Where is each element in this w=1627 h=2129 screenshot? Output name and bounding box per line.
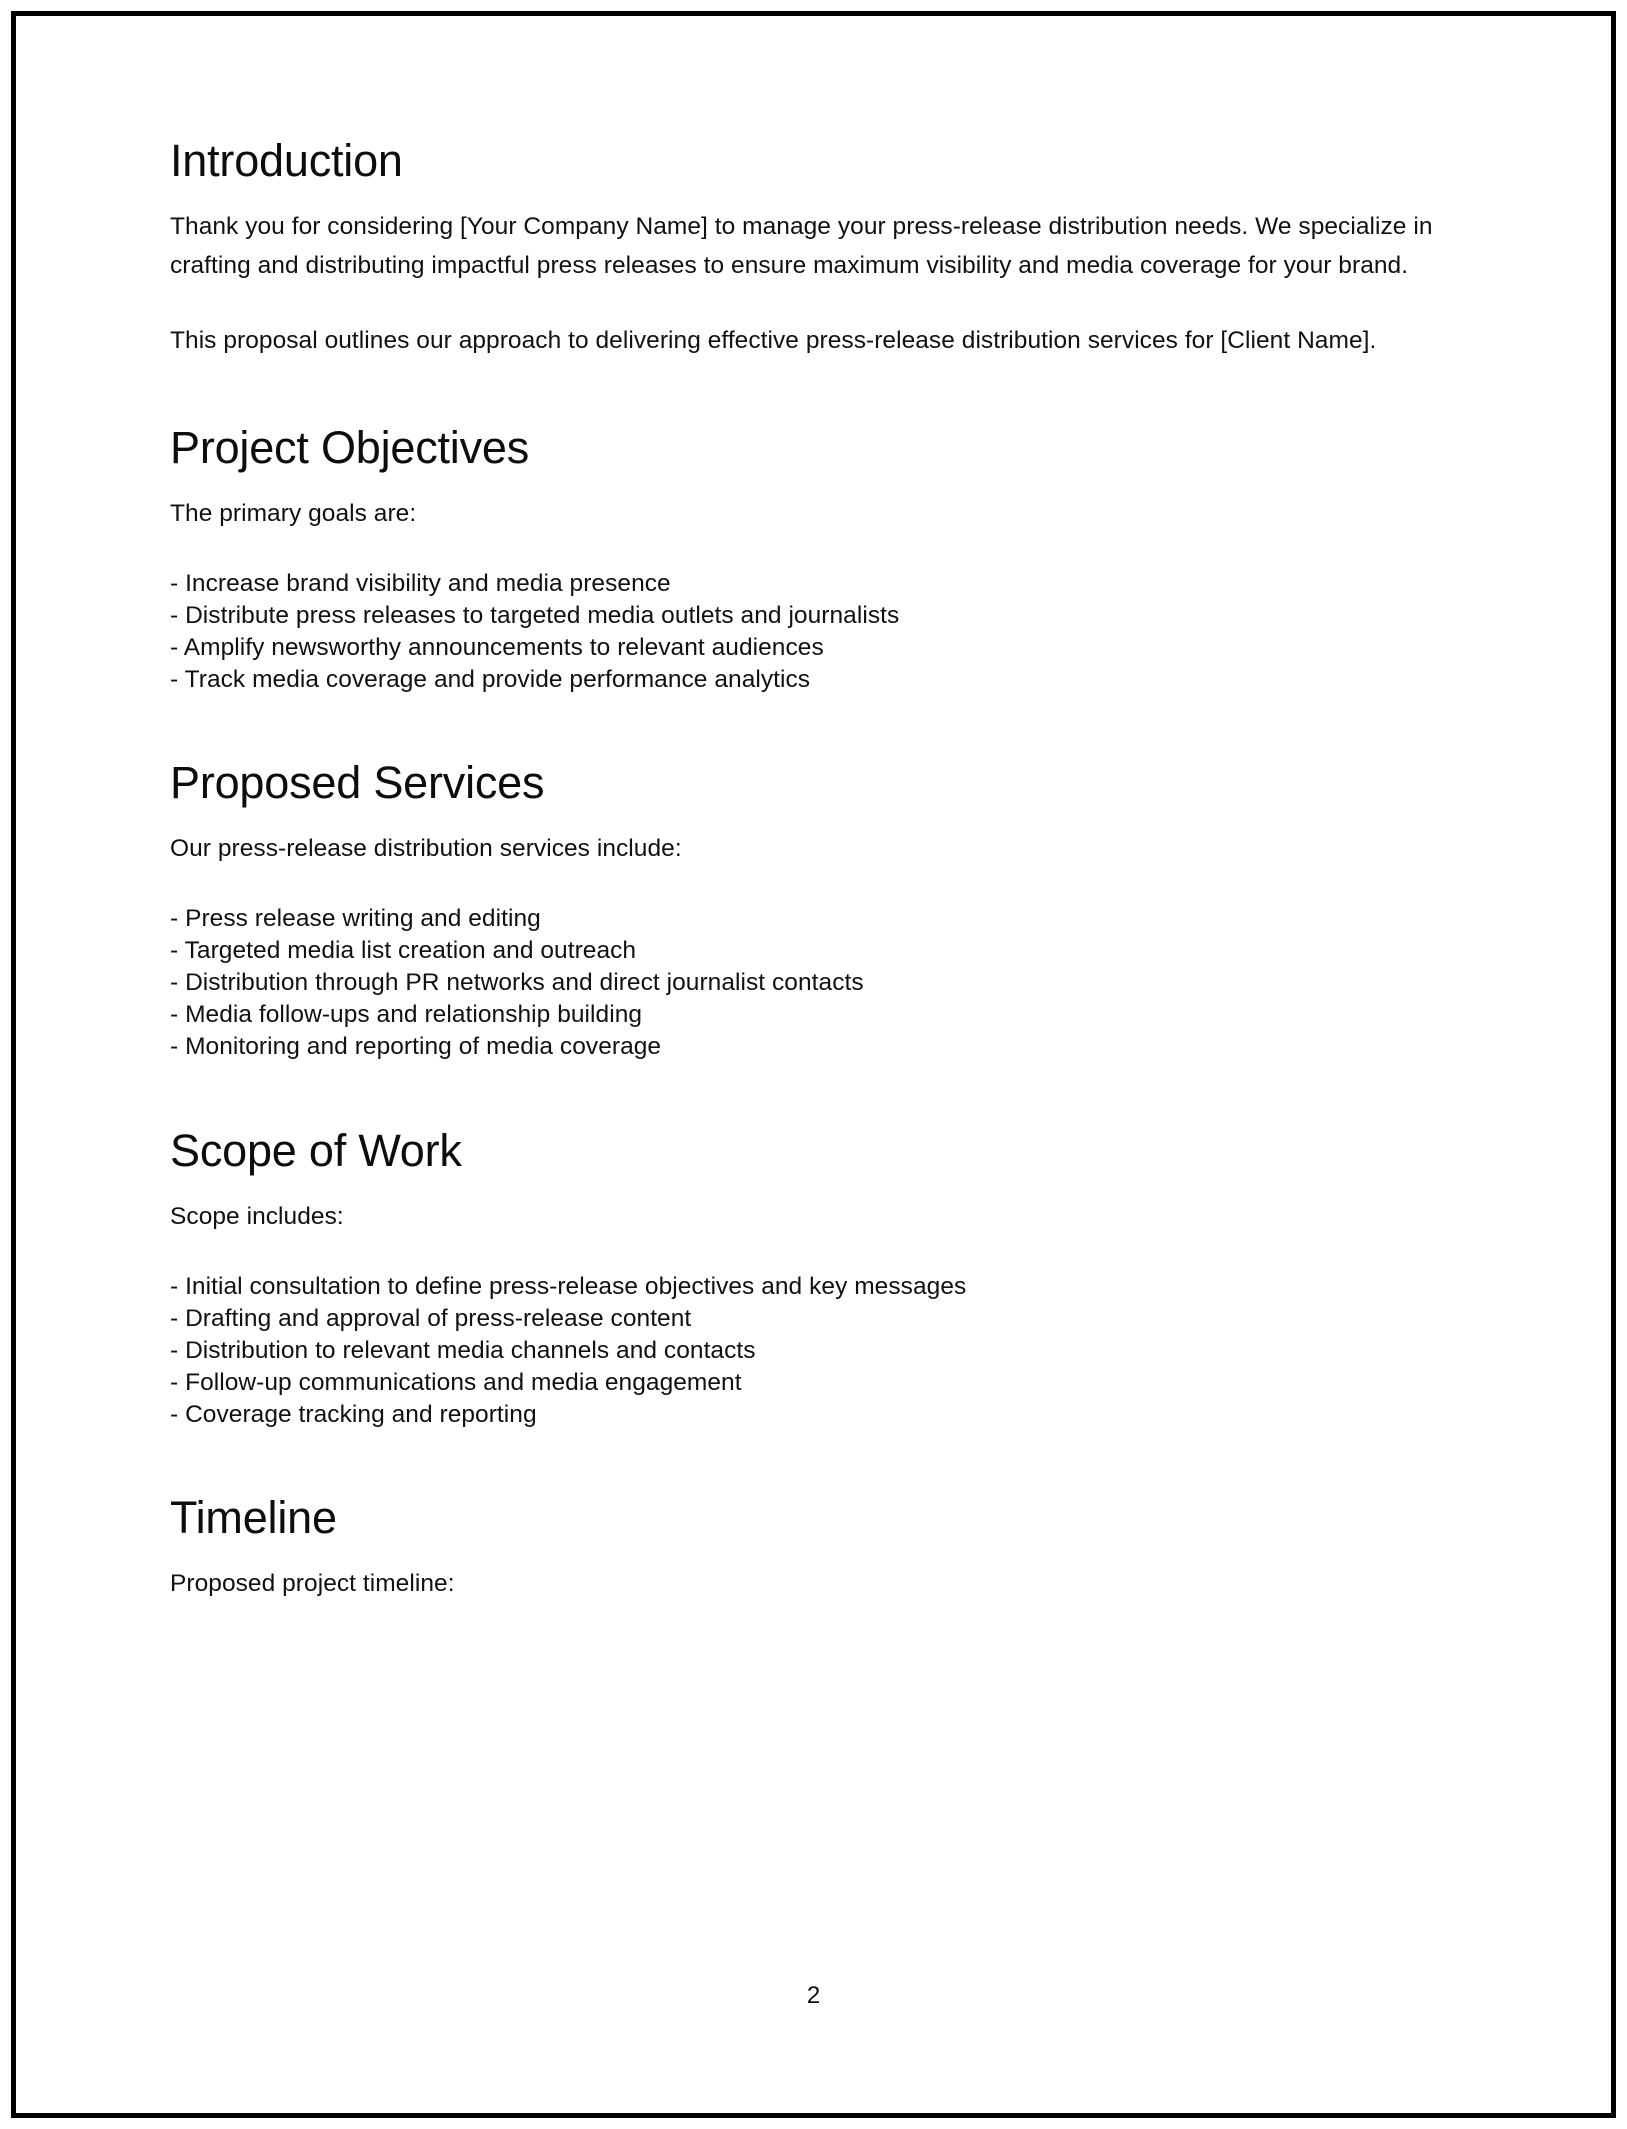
section-heading-introduction: Introduction [170,135,403,186]
section-heading-timeline: Timeline [170,1492,337,1544]
list-proposed-services [170,903,1460,1063]
list-item: - Amplify newsworthy announcements to relevant audiences [170,633,824,661]
list-project-objectives [170,568,1460,696]
page-border [11,11,1616,2118]
list-item: - Distribution through PR networks and direct journalist contacts [170,969,864,997]
list-item: - Monitoring and reporting of media coverage [170,1033,662,1061]
section-scope-of-work [170,1126,1460,1432]
section-project-objectives [170,423,1460,696]
section-heading-proposed-services: Proposed Services [170,756,545,808]
list-item: - Initial consultation to define press-release objectives and key messages [170,1272,967,1300]
paragraph-introduction-1: Thank you for considering [Your Company Name] to manage your press-release distribution needs. We specialize in crafting and distributing impactful press releases to ensure maximum visibility and media coverage for your brand. [170,213,1433,280]
list-item: - Increase brand visibility and media presence [170,569,671,597]
list-item: - Press release writing and editing [170,905,541,933]
section-timeline [170,1493,1460,1604]
paragraph-introduction-2: This proposal outlines our approach to delivering effective press-release distribution services for [Client Name]. [170,326,1377,354]
list-item: - Distribution to relevant media channels and contacts [170,1336,756,1364]
section-heading-scope-of-work: Scope of Work [170,1124,462,1176]
list-item: - Follow-up communications and media engagement [170,1368,742,1396]
section-proposed-services [170,758,1460,1064]
paragraph-proposed-services-lead: Our press-release distribution services include: [170,835,682,863]
list-item: - Media follow-ups and relationship building [170,1001,643,1029]
page-number: 2 [806,1982,821,2009]
list-item: - Targeted media list creation and outreach [170,937,637,965]
list-item: - Coverage tracking and reporting [170,1401,537,1428]
paragraph-scope-of-work-lead: Scope includes: [170,1202,344,1230]
paragraph-timeline-lead: Proposed project timeline: [170,1570,455,1598]
section-heading-project-objectives: Project Objectives [170,421,530,473]
list-item: - Track media coverage and provide performance analytics [170,665,811,693]
document-content [170,136,1460,1604]
list-scope-of-work [170,1271,1460,1431]
section-introduction [170,136,1460,361]
list-item: - Distribute press releases to targeted media outlets and journalists [170,601,900,629]
list-item: - Drafting and approval of press-release content [170,1304,692,1332]
paragraph-project-objectives-lead: The primary goals are: [170,499,417,527]
